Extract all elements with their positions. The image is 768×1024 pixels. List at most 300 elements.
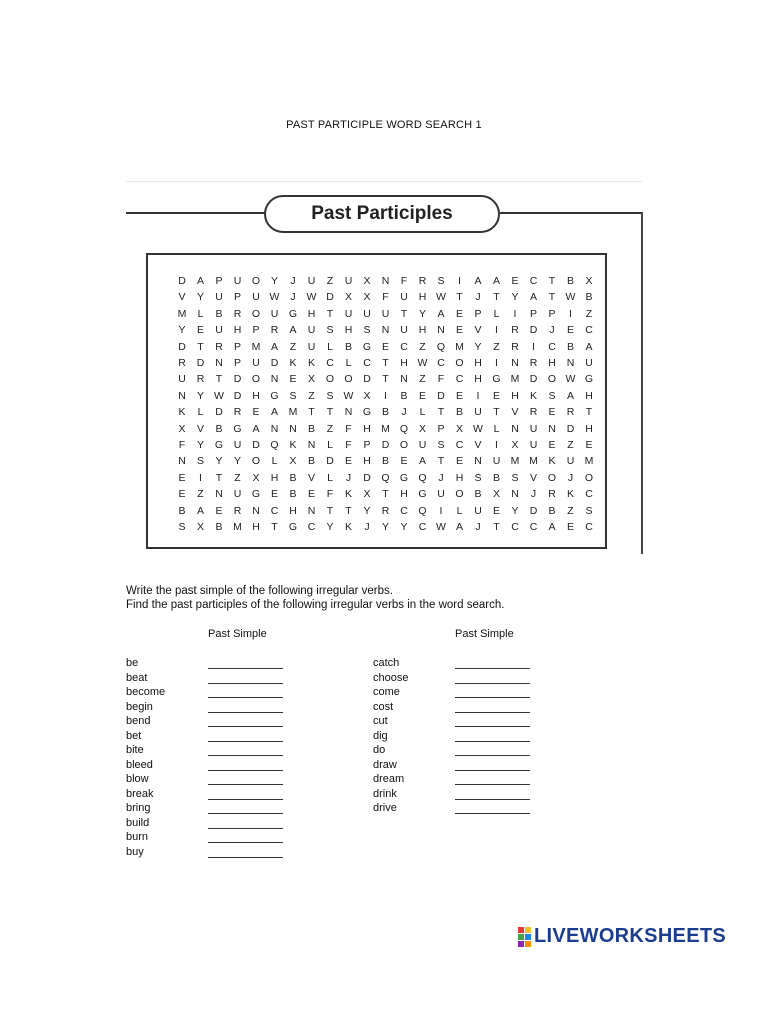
grid-letter: Z [585,307,593,320]
grid-letter: N [270,422,279,435]
grid-letter: A [455,521,463,533]
answer-blank[interactable] [208,770,283,771]
grid-letter: H [289,504,297,517]
verb-item: build [126,816,150,829]
grid-letter: N [511,422,519,435]
answer-blank[interactable] [208,784,283,785]
grid-letter: X [418,422,426,435]
grid-letter: Y [400,521,408,533]
grid-row [148,521,605,537]
verb-item: do [373,744,386,756]
grid-letter: X [363,275,371,287]
grid-letter: L [419,406,426,419]
grid-letter: Y [233,455,241,468]
grid-letter: B [585,291,593,304]
grid-letter: J [567,471,574,484]
grid-letter: A [270,340,278,353]
grid-letter: G [270,389,279,402]
grid-letter: B [474,488,482,501]
answer-blank[interactable] [208,668,283,669]
grid-row [148,505,605,521]
grid-letter: S [326,389,334,402]
grid-letter: B [455,406,463,419]
grid-letter: W [214,389,224,402]
grid-letter: P [233,357,241,369]
grid-letter: N [307,439,316,451]
grid-letter: N [381,324,390,337]
grid-letter: G [418,488,427,501]
grid-letter: N [252,504,260,517]
grid-letter: Z [326,422,334,435]
grid-letter: S [326,324,334,337]
grid-letter: F [345,422,352,435]
grid-letter: D [233,373,242,386]
grid-letter: U [307,324,316,337]
right-border [641,212,643,554]
grid-letter: I [532,340,535,353]
grid-letter: Z [289,340,297,353]
grid-row [148,390,605,406]
grid-letter: S [437,275,445,287]
verb-item: beat [126,671,148,684]
grid-letter: Q [399,422,409,435]
grid-letter: X [178,422,186,435]
grid-letter: S [363,324,371,337]
grid-letter: T [548,275,556,287]
grid-row [148,324,605,340]
grid-letter: Y [196,439,204,451]
grid-letter: K [307,357,315,369]
grid-letter: V [178,291,186,304]
grid-letter: I [495,439,498,451]
answer-blank[interactable] [455,741,530,742]
answer-blank[interactable] [208,857,283,858]
grid-letter: Q [270,439,279,451]
grid-letter: H [418,324,427,337]
answer-blank[interactable] [455,770,530,771]
grid-letter: S [178,521,186,533]
grid-letter: M [381,422,390,435]
grid-letter: X [307,373,315,386]
grid-letter: A [418,455,426,468]
grid-letter: C [437,357,445,369]
grid-letter: W [473,422,483,435]
grid-letter: N [474,455,482,468]
verb-item: buy [126,845,144,858]
left-column-header: Past Simple [208,628,267,640]
grid-letter: B [215,521,223,533]
grid-letter: O [344,373,353,386]
grid-letter: N [215,488,223,501]
grid-letter: P [215,275,223,287]
grid-letter: E [455,324,463,337]
grid-letter: R [529,357,538,369]
grid-letter: J [290,275,296,287]
grid-letter: K [529,389,537,402]
grid-letter: C [585,324,593,337]
grid-letter: H [455,471,464,484]
logo-square [525,934,531,940]
banner-line-left [126,212,266,214]
grid-letter: C [585,521,593,533]
grid-letter: E [400,455,408,468]
grid-letter: U [418,439,427,451]
grid-letter: F [326,488,334,501]
grid-row [148,357,605,373]
grid-letter: C [270,504,279,517]
grid-letter: U [215,291,223,304]
grid-letter: L [327,471,333,484]
verb-item: bite [126,744,144,756]
verb-item: dream [373,773,405,785]
grid-letter: P [548,307,556,320]
verb-item: dig [373,729,388,742]
grid-letter: L [345,357,352,369]
grid-letter: H [363,422,371,435]
grid-letter: B [400,389,408,402]
banner-title: Past Participles [311,203,453,224]
grid-letter: A [252,422,260,435]
grid-letter: S [289,389,297,402]
grid-letter: I [513,307,517,320]
grid-letter: H [363,455,371,468]
grid-letter: R [196,373,205,386]
grid-letter: V [474,439,482,451]
grid-letter: U [344,307,353,320]
grid-letter: X [585,275,593,287]
grid-letter: Q [418,471,427,484]
answer-blank[interactable] [208,697,283,698]
grid-letter: R [233,406,242,419]
grid-letter: A [270,406,278,419]
grid-letter: I [495,324,498,337]
grid-letter: U [307,340,316,353]
liveworksheets-logo [518,925,726,948]
grid-letter: I [569,307,572,320]
grid-letter: Y [418,307,426,320]
grid-letter: E [511,275,519,287]
grid-letter: T [382,373,389,386]
grid-letter: N [178,455,186,468]
grid-letter: E [418,389,426,402]
grid-letter: L [493,422,500,435]
logo-square [518,934,524,940]
answer-blank[interactable] [208,741,283,742]
grid-letter: D [363,373,371,386]
grid-letter: P [233,340,241,353]
grid-letter: T [326,307,334,320]
grid-letter: P [363,439,371,451]
grid-letter: O [251,307,261,320]
grid-letter: D [215,406,223,419]
verb-item: become [126,686,166,698]
grid-letter: S [548,389,556,402]
grid-letter: J [364,521,370,533]
grid-letter: Q [436,340,446,353]
grid-letter: F [178,439,186,451]
grid-letter: J [438,471,444,484]
answer-blank[interactable] [208,726,283,727]
grid-letter: V [474,324,482,337]
grid-letter: R [418,275,427,287]
grid-letter: N [437,324,445,337]
grid-letter: E [548,406,556,419]
grid-letter: V [529,471,537,484]
grid-letter: C [326,357,334,369]
grid-letter: U [270,307,279,320]
grid-letter: A [548,521,556,533]
grid-letter: A [196,275,204,287]
grid-letter: L [197,406,204,419]
grid-letter: B [307,422,315,435]
grid-letter: J [530,488,537,501]
answer-blank[interactable] [455,784,530,785]
grid-letter: E [455,389,463,402]
grid-letter: U [252,291,260,304]
grid-letter: B [178,504,186,517]
grid-letter: E [289,373,297,386]
grid-letter: B [381,406,389,419]
word-search-grid [146,253,607,549]
grid-letter: J [345,471,352,484]
answer-blank[interactable] [208,712,283,713]
grid-letter: F [382,291,389,304]
grid-letter: E [344,455,352,468]
grid-letter: B [492,471,500,484]
grid-letter: Z [234,471,241,484]
grid-letter: P [252,324,260,337]
grid-letter: P [474,307,482,320]
grid-letter: D [529,504,538,517]
grid-letter: U [529,439,538,451]
logo-text: LIVEWORKSHEETS [534,925,726,947]
grid-letter: N [566,357,575,369]
answer-blank[interactable] [455,697,530,698]
grid-letter: D [178,340,186,353]
grid-letter: E [492,389,500,402]
answer-blank[interactable] [455,755,530,756]
grid-letter: U [474,504,482,517]
grid-letter: Q [381,471,390,484]
answer-blank[interactable] [208,683,283,684]
grid-letter: U [252,357,260,369]
answer-blank[interactable] [455,813,530,814]
grid-letter: L [327,439,333,451]
grid-letter: C [529,275,538,287]
grid-letter: K [566,488,574,501]
grid-letter: E [455,455,463,468]
grid-letter: F [400,275,408,287]
grid-letter: T [382,357,389,369]
grid-letter: D [437,389,445,402]
grid-letter: E [196,324,204,337]
grid-letter: T [400,307,408,320]
grid-letter: D [270,357,279,369]
verb-item: catch [373,657,400,669]
grid-letter: X [252,471,260,484]
grid-letter: T [382,488,389,501]
grid-letter: A [289,324,297,337]
answer-blank[interactable] [455,668,530,669]
grid-letter: C [511,521,519,533]
grid-letter: T [197,340,204,353]
grid-row [148,439,605,455]
grid-letter: O [399,439,409,451]
grid-letter: Z [419,340,426,353]
grid-letter: X [511,439,519,451]
grid-letter: U [437,488,445,501]
grid-letter: T [326,406,334,419]
grid-row [148,423,605,439]
grid-letter: Z [493,340,500,353]
grid-letter: J [475,521,481,533]
grid-letter: C [400,504,408,517]
grid-letter: R [566,406,575,419]
grid-letter: N [344,406,353,419]
grid-letter: R [270,324,279,337]
grid-letter: I [458,275,461,287]
grid-letter: L [327,340,333,353]
grid-letter: B [566,340,574,353]
grid-letter: D [566,422,575,435]
grid-letter: C [455,439,464,451]
verb-item: bleed [126,758,153,771]
grid-letter: P [529,307,537,320]
verb-item: cost [373,700,394,713]
verb-item: choose [373,671,409,684]
grid-letter: C [363,357,371,369]
grid-letter: I [476,389,480,402]
verb-item: cut [373,715,388,727]
grid-letter: J [475,291,481,304]
grid-letter: E [270,488,278,501]
grid-row [148,308,605,324]
right-column-header: Past Simple [455,628,514,640]
grid-letter: G [251,488,261,501]
verb-item: drive [373,802,397,814]
grid-letter: W [417,357,428,369]
grid-letter: J [401,406,407,419]
grid-letter: A [196,504,204,517]
verb-item: come [373,686,400,698]
grid-letter: W [343,389,354,402]
grid-letter: H [344,324,353,337]
verb-item: begin [126,700,153,713]
grid-letter: Y [326,521,334,533]
answer-blank[interactable] [208,828,283,829]
answer-blank[interactable] [208,799,283,800]
grid-letter: T [437,406,445,419]
answer-blank[interactable] [208,842,283,843]
grid-letter: M [177,307,187,320]
grid-letter: Z [419,373,426,386]
grid-letter: C [585,488,593,501]
grid-letter: I [439,504,443,517]
grid-letter: J [549,324,555,337]
grid-letter: W [436,291,446,304]
grid-letter: N [381,275,390,287]
answer-blank[interactable] [455,726,530,727]
grid-letter: Y [196,389,204,402]
grid-letter: O [325,373,335,386]
grid-letter: L [197,307,204,320]
grid-letter: D [381,439,390,451]
grid-letter: S [437,439,445,451]
grid-letter: A [529,291,537,304]
grid-letter: N [548,422,556,435]
grid-letter: H [252,521,260,533]
logo-square [518,927,524,933]
grid-letter: U [233,439,242,451]
grid-letter: M [584,455,594,468]
grid-letter: H [474,373,482,386]
grid-letter: Y [196,291,204,304]
answer-blank[interactable] [455,683,530,684]
grid-letter: Y [511,291,519,304]
grid-letter: F [437,373,445,386]
grid-letter: G [492,373,501,386]
answer-blank[interactable] [455,799,530,800]
grid-letter: K [344,521,352,533]
grid-letter: A [437,307,445,320]
grid-letter: G [362,340,372,353]
grid-letter: X [344,291,352,304]
verb-item: blow [126,773,149,785]
grid-letter: N [289,422,297,435]
grid-letter: M [510,373,520,386]
grid-letter: B [215,422,223,435]
grid-letter: E [381,340,389,353]
grid-letter: C [529,521,538,533]
grid-letter: L [493,307,500,320]
grid-letter: X [289,455,297,468]
grid-letter: U [585,357,593,369]
grid-letter: S [585,504,593,517]
answer-blank[interactable] [455,712,530,713]
grid-letter: O [251,373,261,386]
grid-letter: E [548,439,556,451]
grid-letter: T [585,406,593,419]
grid-letter: Y [270,275,278,287]
grid-letter: D [529,373,538,386]
grid-letter: X [363,291,371,304]
grid-letter: D [363,471,371,484]
verb-item: bring [126,802,151,814]
grid-letter: H [400,488,408,501]
grid-letter: H [585,422,593,435]
grid-letter: E [252,406,260,419]
grid-letter: D [326,455,334,468]
grid-letter: Z [567,439,574,451]
grid-letter: A [585,340,593,353]
grid-letter: T [215,471,223,484]
grid-letter: Y [178,324,186,337]
grid-letter: P [233,291,241,304]
grid-letter: H [418,291,427,304]
grid-letter: B [548,504,556,517]
answer-blank[interactable] [208,813,283,814]
grid-letter: R [215,340,223,353]
grid-letter: X [363,389,371,402]
banner-line-right [500,212,642,214]
grid-letter: S [196,455,204,468]
grid-row [148,341,605,357]
grid-letter: T [493,291,500,304]
answer-blank[interactable] [208,755,283,756]
grid-letter: C [307,521,316,533]
grid-letter: R [548,488,556,501]
grid-letter: V [307,471,315,484]
